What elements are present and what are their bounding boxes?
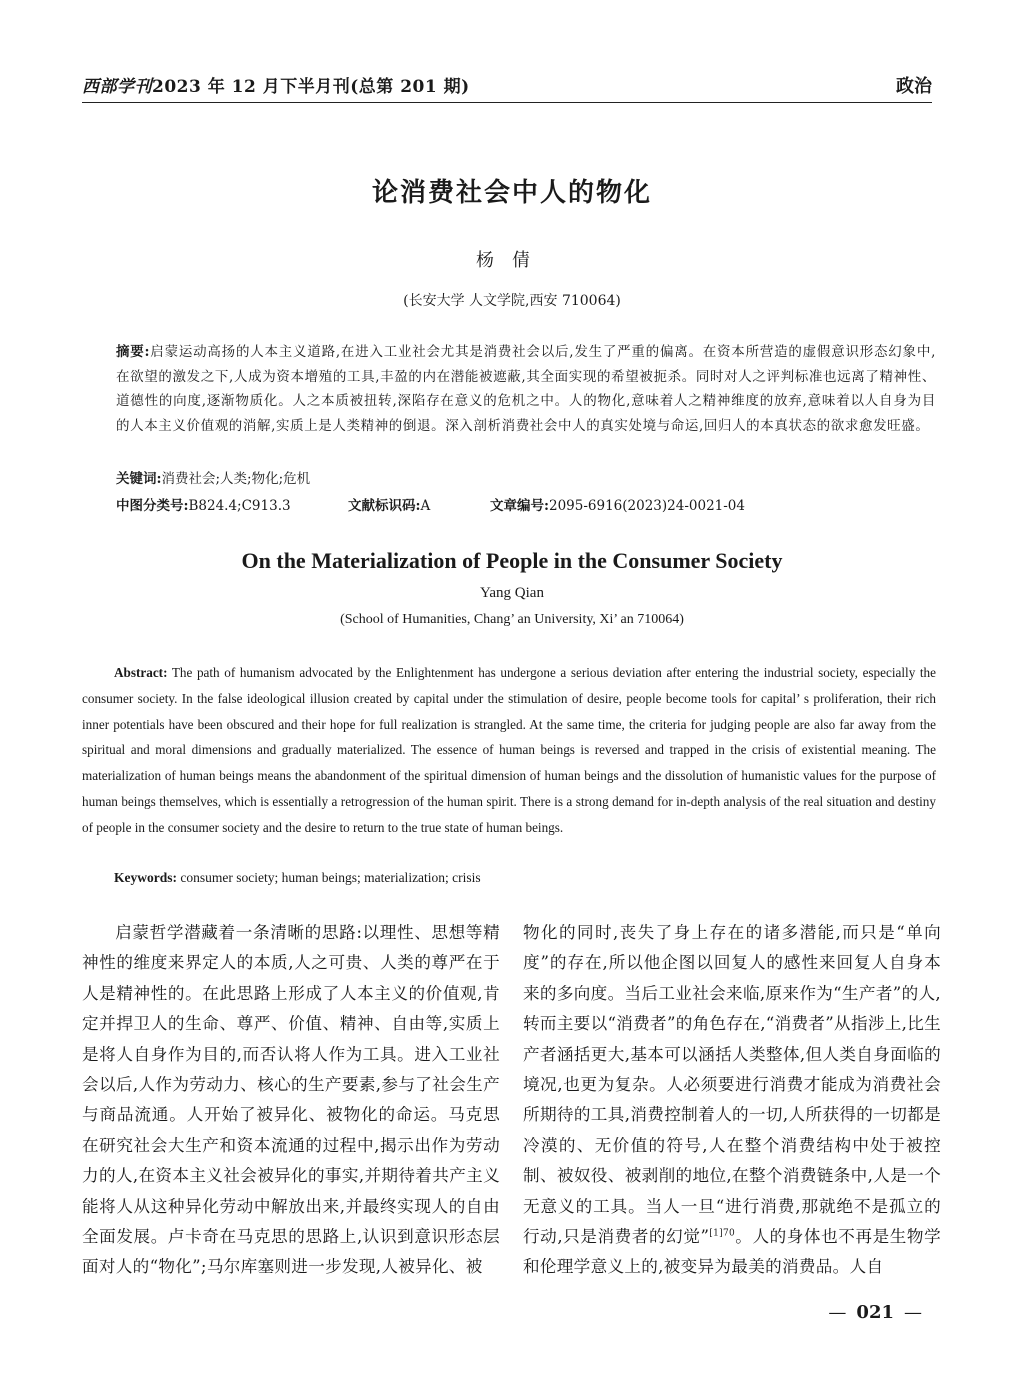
dash-right: — xyxy=(904,1302,922,1323)
english-title: On the Materialization of People in the Consumer Society xyxy=(241,548,783,573)
article-affiliation: (长安大学 人文学院,西安 710064) xyxy=(403,293,621,309)
doc-label: 文献标识码: xyxy=(348,498,421,514)
english-affiliation: (School of Humanities, Chang’ an University, Xi’ an 710064) xyxy=(340,612,684,627)
clc-code xyxy=(116,494,291,514)
citation-marker: [1]70 xyxy=(709,1228,735,1239)
body-text-a: 物化的同时,丧失了身上存在的诸多潜能,而只是“单向度”的存在,所以他企图以回复人的感性来回复人自身本来的多向度。当后工业社会来临,原来作为“生产者”的人,转而主要以“消费者”的角色存在,“消费者”从指涉上,比生产者涵括更大,基本可以涵括人类整体,但人类自身面临的境况,也更为复杂。人必须要进行消费才能成为消费社会所期待的工具,消费控制着人的一切,人所获得的一切都是冷漠的、无价值的符号,人在整个消费结构中处于被控制、被奴役、被剥削的地位,在整个消费链条中,人是一个无意义的工具。当人一旦“进行消费,那就绝不是孤立的行动,只是消费者的幻觉” xyxy=(523,923,941,1247)
body-text-b: 。人的身体也不再是生物学和伦理学意义上的,被变异为最美的消费品。人自 xyxy=(523,1227,941,1277)
keywords-cn-text: 消费社会;人类;物化;危机 xyxy=(161,471,311,487)
body-paragraph: 启蒙哲学潜藏着一条清晰的思路:以理性、思想等精神性的维度来界定人的本质,人之可贵、人类的尊严在于人是精神性的。在此思路上形成了人本主义的价值观,肯定并捍卫人的生命、尊严、价值、精神、自由等,实质上是将人自身作为目的,而否认将人作为工具。进入工业社会以后,人作为劳动力、核心的生产要素,参与了社会生产与商品流通。人开始了被异化、被物化的命运。马克思在研究社会大生产和资本流通的过程中,揭示出作为劳动力的人,在资本主义社会被异化的事实,并期待着共产主义能将人从这种异化劳动中解放出来,并最终实现人的自由全面发展。卢卡奇在马克思的思路上,认识到意识形态层面对人的“物化”;马尔库塞则进一步发现,人被异化、被 xyxy=(82,923,500,1277)
journal-brand: 西部学刊 xyxy=(82,77,152,97)
page-number xyxy=(818,1302,932,1323)
keywords-en-text: consumer society; human beings; materialization; crisis xyxy=(180,870,481,885)
abstract-cn xyxy=(116,340,936,438)
dash-left: — xyxy=(828,1302,847,1323)
abstract-cn-label: 摘要: xyxy=(116,344,151,360)
abstract-cn-text: 启蒙运动高扬的人本主义道路,在进入工业社会尤其是消费社会以后,发生了严重的偏离。在资本所营造的虚假意识形态幻象中,在欲望的激发之下,人成为资本增殖的工具,丰盈的内在潜能被遮蔽,其全面实现的希望被扼杀。同时对人之评判标准也远离了精神性、道德性的向度,逐渐物质化。人之本质被扭转,深陷存在意义的危机之中。人的物化,意味着人之精神维度的放弃,意味着以人自身为目的人本主义价值观的消解,实质上是人类精神的倒退。深入剖析消费社会中人的真实处境与命运,回归人的本真状态的欲求愈发旺盛。 xyxy=(116,344,936,434)
article-number-label: 文章编号: xyxy=(490,498,549,514)
body-column-left xyxy=(82,918,500,1283)
article-number-value: 2095-6916(2023)24-0021-04 xyxy=(548,498,745,514)
body-column-right xyxy=(523,918,941,1283)
running-header xyxy=(82,68,932,98)
keywords-en xyxy=(114,870,481,886)
header-divider xyxy=(82,102,932,103)
doc-code xyxy=(348,494,430,514)
article-author: 杨倩 xyxy=(476,250,548,271)
page-number-value: 021 xyxy=(856,1302,894,1323)
keywords-cn xyxy=(116,467,310,487)
section-label: 政治 xyxy=(896,76,932,97)
keywords-cn-label: 关键词: xyxy=(116,471,162,487)
article-title: 论消费社会中人的物化 xyxy=(371,178,652,208)
body-paragraph-continued xyxy=(523,918,941,1283)
clc-value: B824.4;C913.3 xyxy=(188,498,291,514)
article-number xyxy=(490,494,745,514)
abstract-en xyxy=(82,660,936,841)
abstract-en-label: Abstract: xyxy=(114,665,168,680)
abstract-en-text: The path of humanism advocated by the Enlightenment has undergone a serious deviation after entering the industrial society, especially the consumer society. In the false ideological illusion created by capital under the stimulation of desire, people become tools for capital’ s proliferation, their rich inner potentials have been obscured and their hope for full realization is strangled. At the same time, the criteria for judging people are also far away from the spiritual and moral dimensions and gradually materialized. The essence of human beings is reversed and trapped in the crisis of existential meaning. The materialization of human beings means the abandonment of the spiritual dimension of human beings and the dissolution of humanistic values for the purpose of human beings themselves, which is essentially a retrogression of the human spirit. There is a strong demand for in-depth analysis of the real situation and destiny of people in the consumer society and the desire to return to the true state of human beings. xyxy=(82,665,937,835)
keywords-en-label: Keywords: xyxy=(114,870,177,885)
english-author: Yang Qian xyxy=(480,585,544,601)
doc-value: A xyxy=(420,498,431,514)
clc-label: 中图分类号: xyxy=(116,498,189,514)
journal-issue xyxy=(82,72,470,97)
issue-text: 2023 年 12 月下半月刊(总第 201 期) xyxy=(152,77,470,97)
